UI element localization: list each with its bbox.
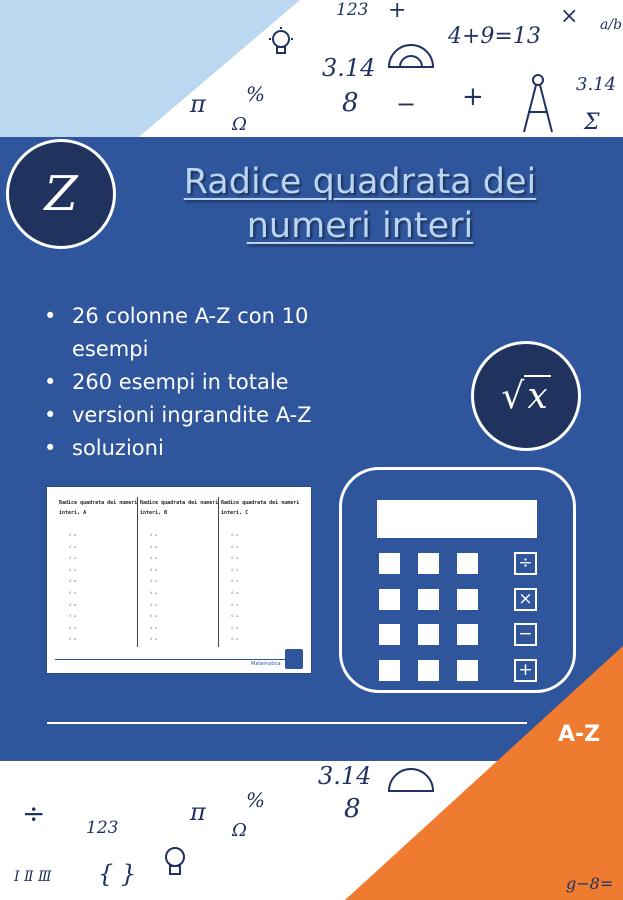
- calculator-display: [377, 500, 537, 538]
- protractor-icon-bottom: [386, 764, 436, 794]
- doodle-eight-bottom: 8: [344, 794, 361, 824]
- sqrt-radical: √: [501, 375, 525, 417]
- preview-rows: √ = √ = √ = √ = √ = √ = √ = √ = √ = √ =: [231, 532, 239, 642]
- calculator-key: [418, 660, 439, 681]
- corner-label: A-Z: [558, 722, 601, 747]
- doodle-divide: ÷: [22, 797, 46, 830]
- preview-column-title: Radice quadrata dei numeri interi, B: [140, 500, 219, 516]
- doodle-eight: 8: [342, 88, 359, 118]
- doodle-omega: Ω: [232, 114, 247, 135]
- preview-column: [221, 487, 301, 647]
- sqrt-variable: x: [524, 375, 550, 417]
- preview-divider: [218, 497, 219, 647]
- doodle-times: ×: [560, 4, 579, 29]
- doodle-fraction: a/b: [600, 17, 623, 33]
- doodle-braces: { }: [98, 860, 137, 888]
- calculator-key: [418, 624, 439, 645]
- minus-key: −: [514, 623, 537, 646]
- preview-column: [59, 487, 139, 647]
- preview-rows: √ = √ = √ = √ = √ = √ = √ = √ = √ = √ =: [150, 532, 158, 642]
- doodle-pi-value-bottom: 3.14: [318, 762, 372, 790]
- title-line-2: numeri interi: [246, 206, 474, 246]
- doodle-omega-bottom: Ω: [232, 820, 247, 841]
- preview-divider: [137, 497, 138, 647]
- calculator-key: [418, 589, 439, 610]
- doodle-123: 123: [336, 0, 369, 20]
- z-badge: [6, 139, 116, 249]
- doodle-minus: −: [396, 90, 417, 118]
- doodle-percent: %: [246, 82, 266, 106]
- preview-column: [140, 487, 220, 647]
- calculator-key: [457, 660, 478, 681]
- doodle-pi: π: [190, 90, 206, 118]
- lightbulb-icon-bottom: [160, 842, 190, 882]
- preview-footer-line: [55, 659, 293, 660]
- divider-line: [47, 722, 527, 724]
- feature-item: • soluzioni: [44, 432, 374, 465]
- doodle-percent-bottom: %: [246, 788, 266, 812]
- doodle-plus: +: [388, 0, 407, 23]
- z-badge-letter: Z: [44, 166, 78, 222]
- sqrt-icon: [471, 341, 581, 451]
- calculator-key: [457, 589, 478, 610]
- doodle-equation-bottom: g−8=: [566, 874, 614, 893]
- preview-column-title: Radice quadrata dei numeri interi, A: [59, 500, 138, 516]
- doodle-123-bottom: 123: [86, 818, 119, 838]
- doodle-sigma: Σ: [584, 110, 600, 135]
- plus-key: +: [514, 659, 537, 682]
- calculator-key: [379, 589, 400, 610]
- preview-footer-label: Matematica: [251, 661, 281, 667]
- doodle-pi-value-2: 3.14: [576, 74, 617, 95]
- feature-item: • versioni ingrandite A-Z: [44, 399, 374, 432]
- doodle-roman: Ⅰ Ⅱ Ⅲ: [14, 869, 52, 885]
- page-title: [140, 160, 580, 248]
- calculator-key: [379, 660, 400, 681]
- feature-item: • 26 colonne A-Z con 10 esempi: [44, 300, 374, 366]
- doodle-plus-2: +: [462, 82, 484, 112]
- multiply-key: ×: [514, 588, 537, 611]
- doodle-pi-value: 3.14: [322, 54, 376, 82]
- calculator-key: [418, 553, 439, 574]
- title-line-1: Radice quadrata dei: [183, 162, 537, 202]
- doodle-pi-bottom: π: [190, 798, 206, 826]
- calculator-key: [379, 624, 400, 645]
- calculator-key: [379, 553, 400, 574]
- doodle-sum: 4+9=13: [448, 24, 541, 49]
- worksheet-preview: [47, 487, 311, 673]
- calculator-key: [457, 553, 478, 574]
- preview-calculator-icon: [285, 649, 303, 669]
- preview-column-title: Radice quadrata dei numeri interi, C: [221, 500, 300, 516]
- preview-rows: √ = √ = √ = √ = √ = √ = √ = √ = √ = √ =: [69, 532, 77, 642]
- feature-list: [44, 300, 374, 465]
- divide-key: ÷: [514, 552, 537, 575]
- calculator-key: [457, 624, 478, 645]
- feature-item: • 260 esempi in totale: [44, 366, 374, 399]
